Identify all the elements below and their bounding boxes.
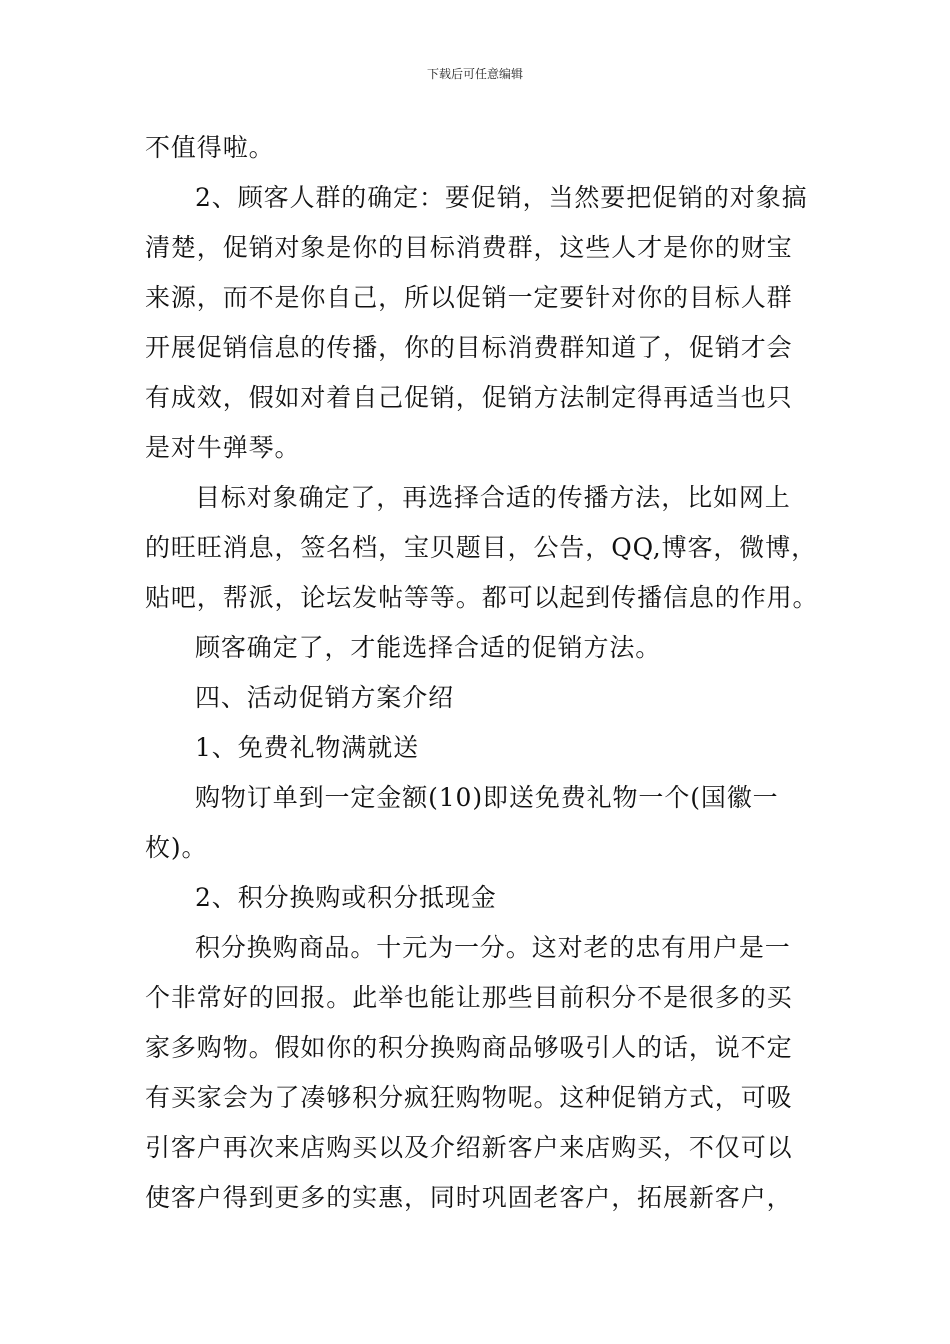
text-line: 是对牛弹琴。	[145, 433, 301, 462]
text-line: 有成效，假如对着自己促销，促销方法制定得再适当也只	[145, 383, 793, 412]
text-line: 个非常好的回报。此举也能让那些目前积分不是很多的买	[145, 983, 793, 1012]
text-line: 来源，而不是你自己，所以促销一定要针对你的目标人群	[145, 283, 793, 312]
text-line: 有买家会为了凑够积分疯狂购物呢。这种促销方式，可吸	[145, 1083, 793, 1112]
text-line: 家多购物。假如你的积分换购商品够吸引人的话，说不定	[145, 1033, 793, 1062]
text-line: 四、活动促销方案介绍	[195, 683, 455, 712]
text-line: 枚)。	[145, 833, 208, 862]
text-line: 1、免费礼物满就送	[195, 733, 420, 762]
text-line: 2、顾客人群的确定：要促销，当然要把促销的对象搞	[195, 183, 808, 212]
text-line: 顾客确定了，才能选择合适的促销方法。	[195, 633, 662, 662]
text-line: 清楚，促销对象是你的目标消费群，这些人才是你的财宝	[145, 233, 793, 262]
text-line: 不值得啦。	[145, 133, 275, 162]
text-line: 开展促销信息的传播，你的目标消费群知道了，促销才会	[145, 333, 793, 362]
page-header: 下载后可任意编辑	[426, 67, 523, 81]
text-line: 引客户再次来店购买以及介绍新客户来店购买，不仅可以	[145, 1133, 793, 1162]
text-line: 使客户得到更多的实惠，同时巩固老客户，拓展新客户，	[145, 1183, 793, 1212]
text-line: 积分换购商品。十元为一分。这对老的忠有用户是一	[195, 933, 791, 962]
text-line: 2、积分换购或积分抵现金	[195, 883, 497, 912]
text-line: 购物订单到一定金额(10)即送免费礼物一个(国徽一	[195, 783, 779, 812]
text-line: 目标对象确定了，再选择合适的传播方法，比如网上	[195, 483, 791, 512]
text-line: 的旺旺消息，签名档，宝贝题目，公告，QQ,博客，微博，	[145, 533, 817, 562]
text-line: 贴吧，帮派，论坛发帖等等。都可以起到传播信息的作用。	[145, 583, 819, 612]
